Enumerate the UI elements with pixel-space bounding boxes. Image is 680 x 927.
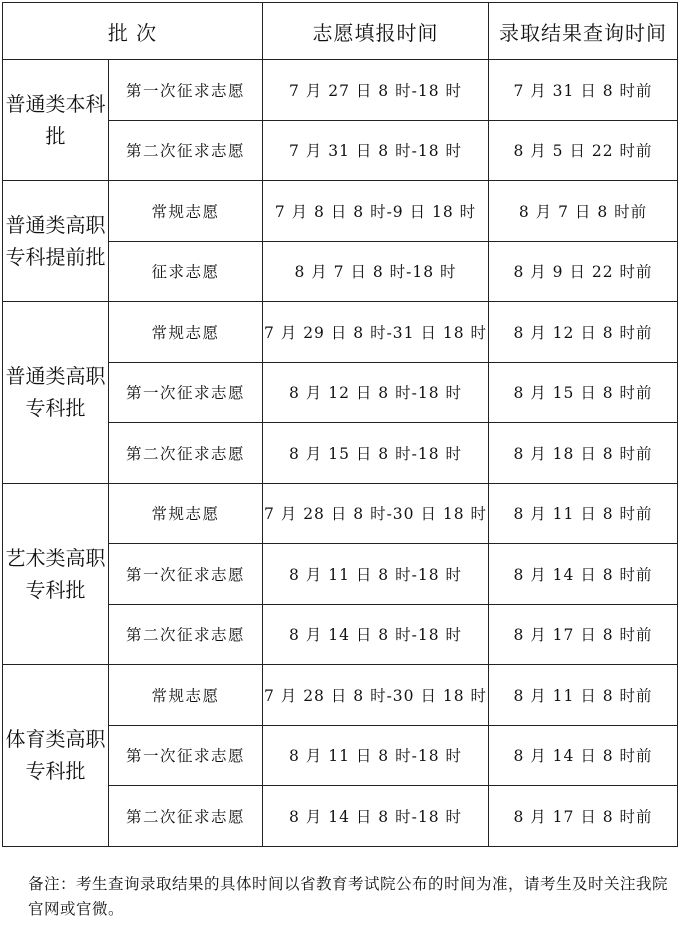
result-time-cell: 8 月 17 日 8 时前 (489, 786, 678, 847)
volunteer-type-cell: 第二次征求志愿 (109, 786, 263, 847)
table-row (3, 181, 678, 242)
apply-time-cell: 8 月 14 日 8 时-18 时 (263, 604, 489, 665)
table-header (3, 3, 678, 60)
volunteer-type-cell: 第一次征求志愿 (109, 544, 263, 605)
result-time-cell: 8 月 14 日 8 时前 (489, 544, 678, 605)
result-time-cell: 8 月 15 日 8 时前 (489, 362, 678, 423)
volunteer-type-cell: 第二次征求志愿 (109, 120, 263, 181)
volunteer-type-cell: 常规志愿 (109, 665, 263, 726)
volunteer-type-cell: 第二次征求志愿 (109, 604, 263, 665)
apply-time-cell: 8 月 14 日 8 时-18 时 (263, 786, 489, 847)
header-result-time: 录取结果查询时间 (489, 3, 678, 60)
batch-group-name: 艺术类高职专科批 (3, 483, 109, 665)
table-row (3, 483, 678, 544)
batch-group-name: 普通类高职专科提前批 (3, 181, 109, 302)
volunteer-type-cell: 第一次征求志愿 (109, 725, 263, 786)
result-time-cell: 8 月 12 日 8 时前 (489, 302, 678, 363)
batch-group-name: 普通类本科批 (3, 60, 109, 181)
header-row (3, 3, 678, 60)
footnote: 备注：考生查询录取结果的具体时间以省教育考试院公布的时间为准，请考生及时关注我院官网或官微。 (28, 875, 669, 918)
apply-time-cell: 7 月 31 日 8 时-18 时 (263, 120, 489, 181)
volunteer-type-cell: 征求志愿 (109, 241, 263, 302)
result-time-cell: 8 月 18 日 8 时前 (489, 423, 678, 484)
apply-time-cell: 7 月 29 日 8 时-31 日 18 时 (263, 302, 489, 363)
batch-group-name: 体育类高职专科批 (3, 665, 109, 847)
apply-time-cell: 8 月 7 日 8 时-18 时 (263, 241, 489, 302)
result-time-cell: 7 月 31 日 8 时前 (489, 60, 678, 121)
apply-time-cell: 7 月 27 日 8 时-18 时 (263, 60, 489, 121)
apply-time-cell: 8 月 11 日 8 时-18 时 (263, 544, 489, 605)
result-time-cell: 8 月 11 日 8 时前 (489, 665, 678, 726)
volunteer-type-cell: 第一次征求志愿 (109, 362, 263, 423)
volunteer-type-cell: 常规志愿 (109, 181, 263, 242)
apply-time-cell: 8 月 12 日 8 时-18 时 (263, 362, 489, 423)
volunteer-type-cell: 常规志愿 (109, 483, 263, 544)
apply-time-cell: 7 月 28 日 8 时-30 日 18 时 (263, 665, 489, 726)
volunteer-type-cell: 常规志愿 (109, 302, 263, 363)
apply-time-cell: 8 月 15 日 8 时-18 时 (263, 423, 489, 484)
table-body (3, 60, 678, 847)
result-time-cell: 8 月 17 日 8 时前 (489, 604, 678, 665)
result-time-cell: 8 月 9 日 22 时前 (489, 241, 678, 302)
result-time-cell: 8 月 5 日 22 时前 (489, 120, 678, 181)
result-time-cell: 8 月 7 日 8 时前 (489, 181, 678, 242)
apply-time-cell: 7 月 28 日 8 时-30 日 18 时 (263, 483, 489, 544)
volunteer-type-cell: 第二次征求志愿 (109, 423, 263, 484)
apply-time-cell: 8 月 11 日 8 时-18 时 (263, 725, 489, 786)
table-row (3, 302, 678, 363)
result-time-cell: 8 月 14 日 8 时前 (489, 725, 678, 786)
admission-schedule-table (2, 2, 678, 847)
table-row (3, 60, 678, 121)
result-time-cell: 8 月 11 日 8 时前 (489, 483, 678, 544)
batch-group-name: 普通类高职专科批 (3, 302, 109, 484)
header-batch: 批 次 (3, 3, 263, 60)
volunteer-type-cell: 第一次征求志愿 (109, 60, 263, 121)
apply-time-cell: 7 月 8 日 8 时-9 日 18 时 (263, 181, 489, 242)
table-row (3, 665, 678, 726)
header-apply-time: 志愿填报时间 (263, 3, 489, 60)
